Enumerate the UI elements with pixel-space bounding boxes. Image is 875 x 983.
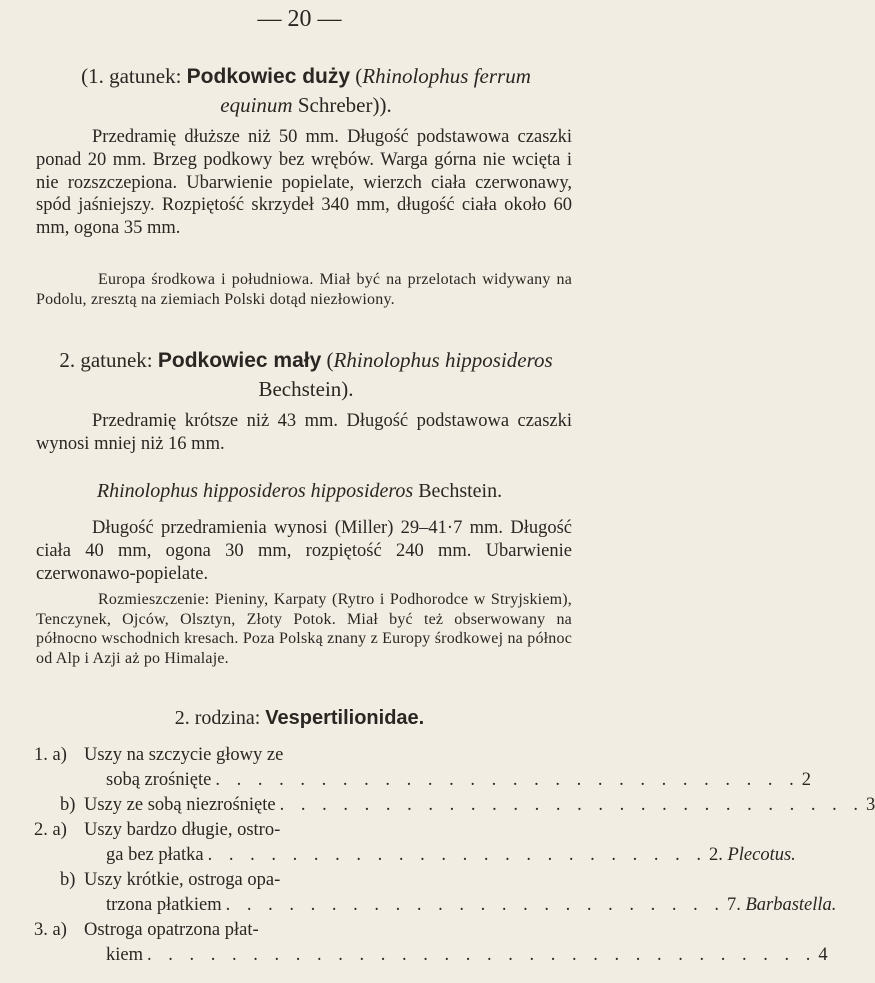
key-entry-text: Uszy ze sobą niezrośnięte (84, 795, 276, 815)
subspecies-heading: Rhinolophus hipposideros hipposideros Bechstein. (96, 480, 503, 502)
key-entry-number: b) (60, 795, 76, 815)
key-entry-number: 1. a) (34, 745, 67, 765)
species-name-lat: Rhinolophus hipposideros (333, 348, 553, 372)
species-name-lat: Rhinolophus ferrum equinum (220, 64, 531, 117)
family-name: Vespertilionidae. (265, 707, 425, 729)
key-entry-continuation: ga bez płatka . . . . . . . . . . . . . . . . . . . . . . . . 2. Plecotus. (34, 843, 576, 868)
species-heading-2: 2. gatunek: Podkowiec mały (Rhinolophus hipposideros Bechstein). (59, 348, 553, 401)
key-entry (34, 818, 576, 843)
key-entry (34, 918, 576, 943)
key-result: 2. Plecotus. (708, 845, 796, 865)
key-entry-continuation: sobą zrośnięte . . . . . . . . . . . . . . . . . . . . . . . . . . . . 2 (34, 768, 576, 793)
key-result: 4 (818, 945, 828, 965)
family-heading: 2. rodzina: Vespertilionidae. (174, 707, 425, 729)
subspecies-distribution: Rozmieszczenie: Pieniny, Karpaty (Rytro i Podhorodce w Stryjskiem), Tenczynek, Ojców, Olsztyn, Złoty Potok. Miał być też obserwowany na północno wschodnich kresach. Poza Polską znany z Europy środkowej na północ od Alp i Azji aż po Himalaje. (36, 591, 572, 667)
species-heading-1: (1. gatunek: Podkowiec duży (Rhinolophus ferrum equinum Schreber)). (81, 64, 531, 117)
dot-leader: . . . . . . . . . . . . . . . . . . . . . . . . (225, 895, 725, 915)
key-entry (34, 793, 875, 818)
species-name-pl: Podkowiec duży (186, 65, 351, 88)
key-entry-text: Uszy bardzo długie, ostro- (84, 820, 281, 840)
key-entry-number: 3. a) (34, 920, 67, 940)
species-distribution-1: Europa środkowa i południowa. Miał być na przelotach widywany na Podolu, zresztą na ziemiach Polski dotąd niezłowiony. (36, 271, 572, 308)
key-result: 7. Barbastella. (726, 895, 837, 915)
key-entry-text: Uszy krótkie, ostroga opa- (84, 870, 281, 890)
key-result: 2 (801, 770, 811, 790)
key-entry-continuation: trzona płatkiem . . . . . . . . . . . . . . . . . . . . . . . . 7. Barbastella. (34, 893, 576, 918)
species-description-1: Przedramię dłuższe niż 50 mm. Długość podstawowa czaszki ponad 20 mm. Brzeg podkowy bez wrębów. Warga górna nie wcięta i nie rozszczepiona. Ubarwienie popielate, wierzch ciała czerwonawy, spód jaśniejszy. Rozpiętość skrzydeł 340 mm, długość ciała około 60 mm, ogona 35 mm. (36, 127, 572, 239)
dot-leader: . . . . . . . . . . . . . . . . . . . . . . . . . . . . . . . . (147, 945, 817, 965)
key-entry-continuation: kiem . . . . . . . . . . . . . . . . . . . . . . . . . . . . . . . . 4 (34, 943, 576, 968)
key-entry (34, 743, 576, 768)
key-entry-number: 2. a) (34, 820, 67, 840)
page-number: — 20 — (257, 6, 342, 32)
identification-key (34, 743, 875, 968)
species-description-2: Przedramię krótsze niż 43 mm. Długość podstawowa czaszki wynosi mniej niż 16 mm. (36, 411, 572, 454)
key-entry (34, 868, 576, 893)
key-result: 3 (865, 795, 875, 815)
key-entry-number: b) (60, 870, 76, 890)
subspecies-description: Długość przedramienia wynosi (Miller) 29–41·7 mm. Długość ciała 40 mm, ogona 30 mm, rozpiętość 240 mm. Ubarwienie czerwonawo-popielate. (36, 518, 572, 584)
dot-leader: . . . . . . . . . . . . . . . . . . . . . . . . . . . . (215, 770, 800, 790)
dot-leader: . . . . . . . . . . . . . . . . . . . . . . . . . . . . (279, 795, 864, 815)
key-entry-text: Uszy na szczycie głowy ze (84, 745, 284, 765)
key-entry-text: Ostroga opatrzona płat- (84, 920, 259, 940)
species-name-pl: Podkowiec mały (157, 349, 322, 372)
dot-leader: . . . . . . . . . . . . . . . . . . . . . . . . (207, 845, 707, 865)
